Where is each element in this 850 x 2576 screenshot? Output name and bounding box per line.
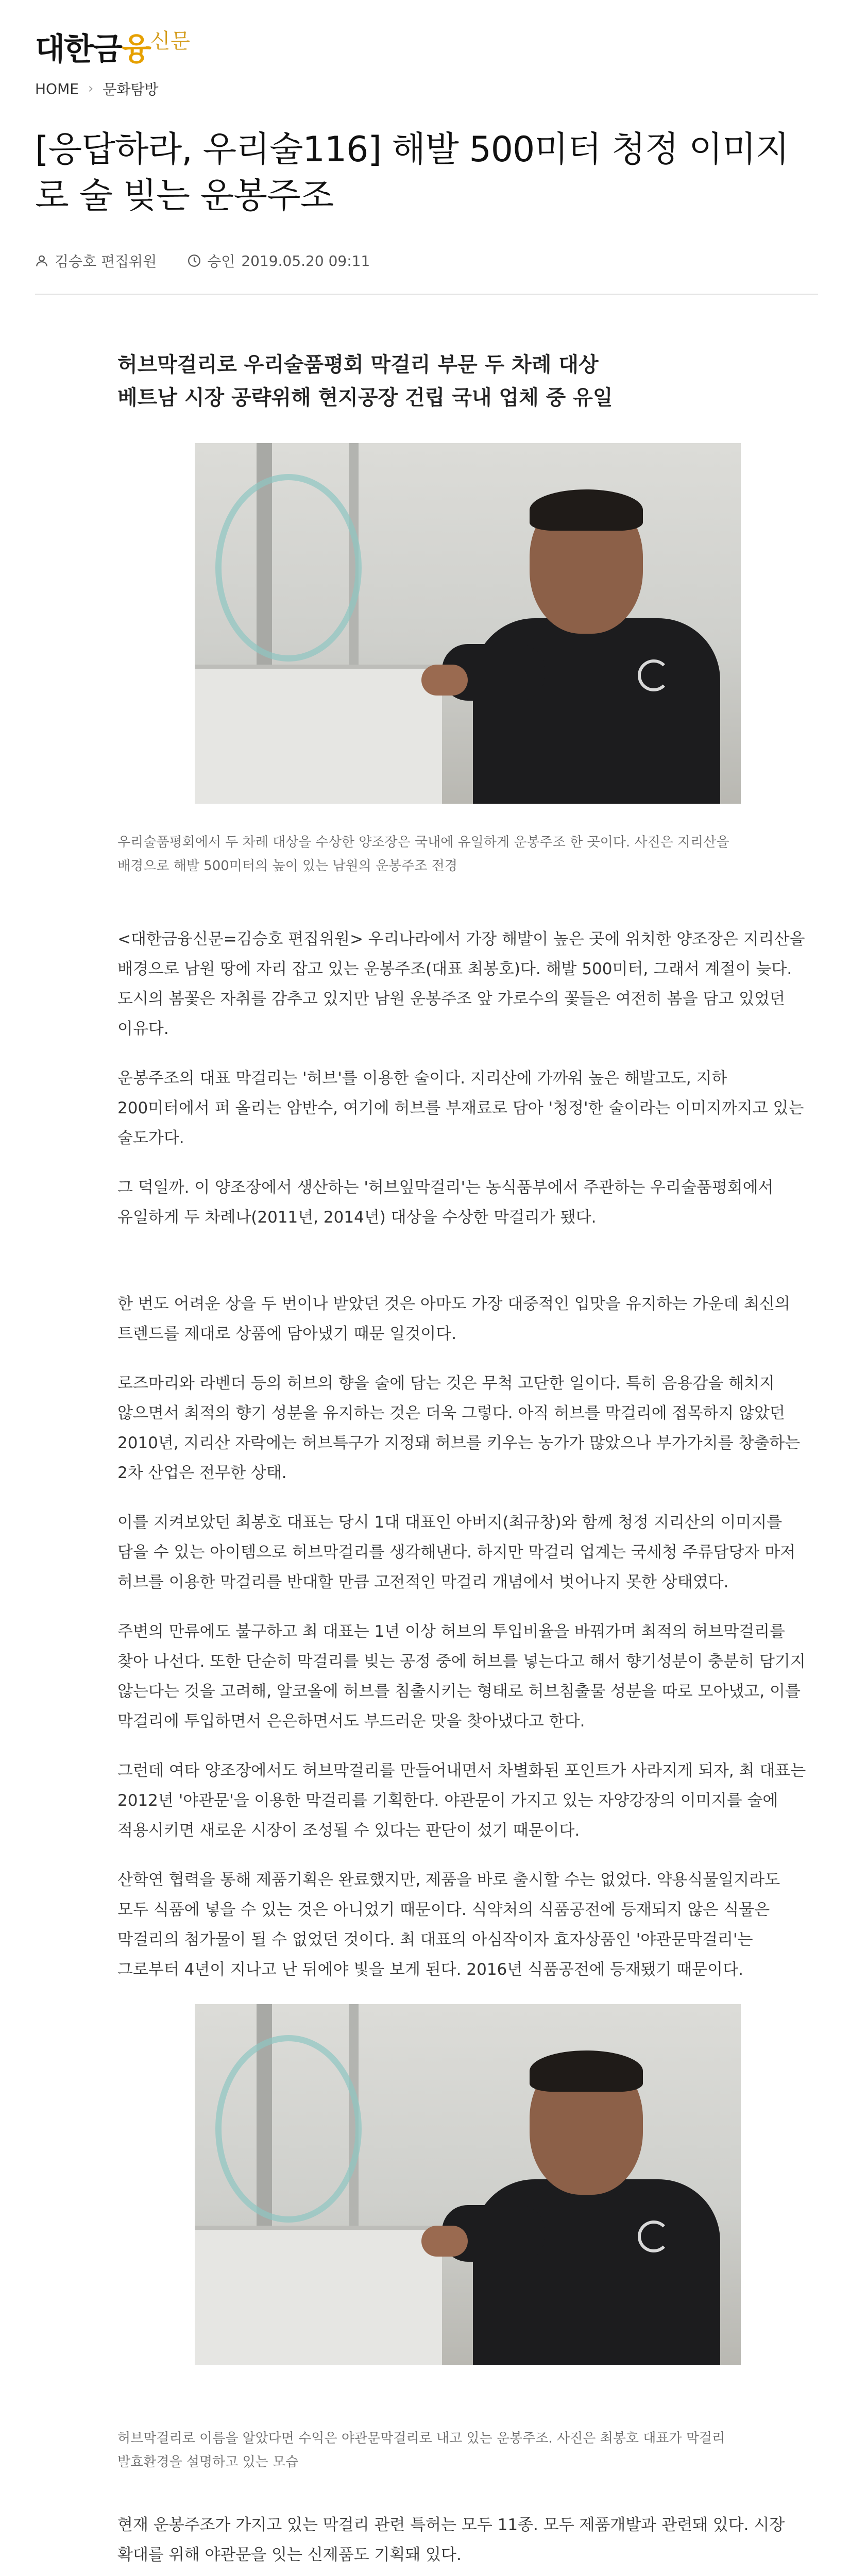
article-paragraph: 현재 운봉주조가 가지고 있는 막걸리 관련 특허는 모두 11종. 모두 제품개발과 관련돼 있다. 시장 확대를 위해 야관문을 잇는 신제품도 기획돼 있다. — [117, 2516, 785, 2564]
approved-label: 승인 — [207, 253, 235, 270]
subhead-line: 베트남 시장 공략위해 현지공장 건립 국내 업체 중 유일 — [117, 386, 613, 410]
article-subhead — [117, 348, 813, 414]
logo-accent: 융 — [121, 31, 150, 67]
approved-meta — [188, 250, 370, 271]
article-paragraph: 한 번도 어려운 상을 두 번이나 받았던 것은 아마도 가장 대중적인 입맛을 유지하는 가운데 최신의 트렌드를 제대로 상품에 담아냈기 때문 일것이다. — [117, 1295, 790, 1343]
article-paragraph: 주변의 만류에도 불구하고 최 대표는 1년 이상 허브의 투입비율을 바꿔가며 최적의 허브막걸리를 찾아 나선다. 또한 단순히 막걸리를 빚는 공정 중에 허브를 넣는다고 해서 향기성분이 충분히 담기지 않는다는 것을 고려해, 알코올에 허브를 침출시키는 형태로 허브침출물 성분을 따로 모아냈고, 이를 막걸리에 투입하면서 은은하면서도 부드러운 맛을 찾아냈다고 한다. — [117, 1622, 806, 1731]
article-figure-1 — [117, 443, 813, 878]
article-figure-2 — [117, 2004, 813, 2474]
article-paragraph: 산학연 협력을 통해 제품기획은 완료했지만, 제품을 바로 출시할 수는 없었다. 약용식물일지라도 모두 식품에 넣을 수 있는 것은 아니었기 때문이다. 식약처의 식품공전에 등재되지 않은 식물은 막걸리의 첨가물이 될 수 없었던 것이다. 최 대표의 아심작이자 효자상품인 '야관문막걸리'는 그로부터 4년이 지나고 난 뒤에야 빛을 보게 된다. 2016년 식품공전에 등재됐기 때문이다. — [117, 1871, 780, 1979]
article-paragraph: 운봉주조의 대표 막걸리는 '허브'를 이용한 술이다. 지리산에 가까워 높은 해발고도, 지하 200미터에서 퍼 올리는 암반수, 여기에 허브를 부재료로 담아 '청정'한 술이라는 이미지까지고 있는 술도가다. — [117, 1069, 804, 1147]
article-body — [117, 348, 813, 2576]
author-name: 김승호 편집위원 — [55, 253, 157, 270]
logo-main: 대한금 — [35, 31, 122, 67]
article-text-c — [117, 2510, 813, 2576]
site-header — [35, 0, 818, 67]
breadcrumb-home-link[interactable]: HOME — [35, 80, 79, 97]
subhead-line: 허브막걸리로 우리술품평회 막걸리 부문 두 차례 대상 — [117, 353, 599, 377]
page-wrapper — [35, 0, 818, 2576]
article-paragraph: <대한금융신문=김승호 편집위원> 우리나라에서 가장 해발이 높은 곳에 위치한 양조장은 지리산을 배경으로 남원 땅에 자리 잡고 있는 운봉주조(대표 최봉호)다. 해발 500미터, 그래서 계절이 늦다. 도시의 봄꽃은 자취를 감추고 있지만 남원 운봉주조 앞 가로수의 꽃들은 여전히 봄을 담고 있었던 이유다. — [117, 930, 805, 1038]
figure-caption: 허브막걸리로 이름을 알았다면 수익은 야관문막걸리로 내고 있는 운봉주조. 사진은 최봉호 대표가 막걸리 발효환경을 설명하고 있는 모습 — [117, 2431, 725, 2470]
article-paragraph: 그런데 여타 양조장에서도 허브막걸리를 만들어내면서 차별화된 포인트가 사라지게 되자, 최 대표는 2012년 '야관문'을 이용한 막걸리를 기획한다. 야관문이 가지고 있는 자양강장의 이미지를 술에 적용시키면 새로운 시장이 조성될 수 있다는 판단이 섰기 때문이다. — [117, 1761, 806, 1840]
article-photo-1[interactable] — [195, 443, 741, 804]
user-icon — [35, 254, 48, 267]
author-meta — [35, 250, 157, 271]
clock-icon — [188, 254, 201, 267]
approved-time: 2019.05.20 09:11 — [241, 252, 370, 269]
article-paragraph: 그 덕일까. 이 양조장에서 생산하는 '허브잎막걸리'는 농식품부에서 주관하는 우리술품평회에서 유일하게 두 차례나(2011년, 2014년) 대상을 수상한 막걸리가 됐다. — [117, 1178, 774, 1227]
breadcrumb — [35, 78, 818, 99]
chevron-right-icon: › — [88, 81, 94, 96]
figure-caption: 우리술품평회에서 두 차례 대상을 수상한 양조장은 국내에 유일하게 운봉주조 한 곳이다. 사진은 지리산을 배경으로 해발 500미터의 높이 있는 남원의 운봉주조 전경 — [117, 835, 729, 874]
article-paragraph: 로즈마리와 라벤더 등의 허브의 향을 술에 담는 것은 무척 고단한 일이다. 특히 음용감을 해치지 않으면서 최적의 향기 성분을 유지하는 것은 더욱 그렇다. 아직 허브를 막걸리에 접목하지 않았던 2010년, 지리산 자락에는 허브특구가 지정돼 허브를 키우는 농가가 많았으나 부가가치를 창출하는 2차 산업은 전무한 상태. — [117, 1374, 801, 1482]
article-paragraph: 이를 지켜보았던 최봉호 대표는 당시 1대 대표인 아버지(최규창)와 함께 청정 지리산의 이미지를 담을 수 있는 아이템으로 허브막걸리를 생각해낸다. 하지만 막걸리 업계는 국세청 주류담당자 마저 허브를 이용한 막걸리를 반대할 만큼 고전적인 막걸리 개념에서 벗어나지 못한 상태였다. — [117, 1513, 796, 1591]
breadcrumb-section-link[interactable]: 문화탐방 — [103, 81, 159, 98]
site-logo[interactable] — [35, 25, 190, 69]
article-photo-2[interactable] — [195, 2004, 741, 2365]
article-title: [응답하라, 우리술116] 해발 500미터 청정 이미지로 술 빚는 운봉주조 — [35, 129, 789, 216]
article-meta — [35, 250, 818, 295]
article-text-a — [117, 924, 813, 1985]
logo-small: 신문 — [150, 29, 191, 53]
